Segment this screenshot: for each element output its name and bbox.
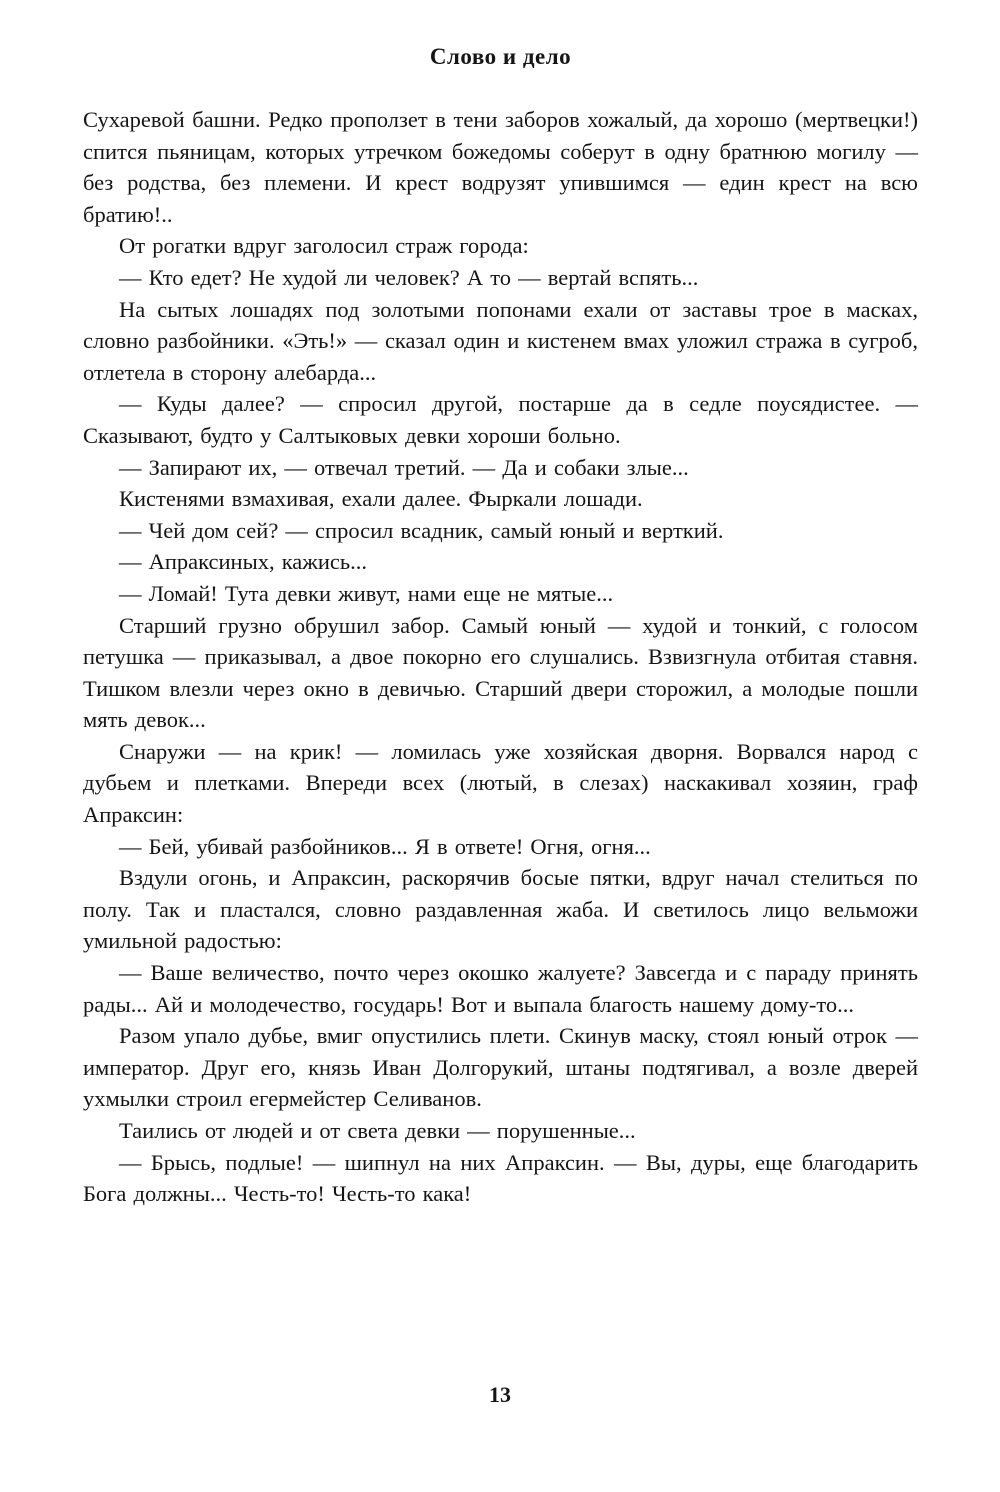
- paragraph: Кистенями взмахивая, ехали далее. Фыркали лошади.: [119, 486, 643, 512]
- paragraph: — Чей дом сей? — спросил всадник, самый юный и верткий.: [119, 517, 724, 543]
- paragraph: — Ваше величество, почто через окошко жалуете? Завсегда и с параду принять рады... Ай и молодечество, государь! Вот и выпала благость нашему дому-то...: [83, 960, 918, 1017]
- paragraph: От рогатки вдруг заголосил страж города:: [119, 233, 529, 259]
- paragraph: — Кто едет? Не худой ли человек? А то — вертай вспять...: [119, 264, 699, 290]
- paragraph: Старший грузно обрушил забор. Самый юный — худой и тонкий, с голосом петушка — приказывал, а двое покорно его слушались. Взвизгнула отбитая ставня. Тишком влезли через окно в девичью. Старший двери сторожил, а молодые пошли мять девок...: [83, 612, 918, 733]
- paragraph: Сухаревой башни. Редко проползет в тени заборов хожалый, да хорошо (мертвецки!) спится пьяницам, которых утречком божедомы соберут в одну братнюю могилу — без родства, без племени. И крест водрузят упившимся — един крест на всю братию!..: [83, 107, 918, 227]
- paragraph: — Брысь, подлые! — шипнул на них Апраксин. — Вы, дуры, еще благодарить Бога должны... Честь-то! Честь-то кака!: [83, 1149, 918, 1207]
- paragraph: Снаружи — на крик! — ломилась уже хозяйская дворня. Ворвался народ с дубьем и плетками. Впереди всех (лютый, в слезах) наскакивал хозяин, граф Апраксин:: [83, 738, 918, 828]
- paragraph: — Апраксиных, кажись...: [119, 549, 367, 575]
- paragraph: — Бей, убивай разбойников... Я в ответе! Огня, огня...: [119, 833, 651, 859]
- running-head: Слово и дело: [429, 44, 572, 69]
- paragraph: Разом упало дубье, вмиг опустились плети. Скинув маску, стоял юный отрок — император. Друг его, князь Иван Долгорукий, штаны подтягивал, а возле дверей ухмылки строил егермейстер Селиванов.: [83, 1023, 918, 1112]
- paragraph: Вздули огонь, и Апраксин, раскорячив босые пятки, вдруг начал стелиться по полу. Так и пластался, словно раздавленная жаба. И светилось лицо вельможи умильной радостью:: [83, 865, 918, 954]
- paragraph: На сытых лошадях под золотыми попонами ехали от заставы трое в масках, словно разбойники. «Эть!» — сказал один и кистенем вмах уложил стража в сугроб, отлетела в сторону алебарда...: [83, 296, 918, 385]
- text-block: [83, 104, 918, 1210]
- page-number: 13: [489, 1382, 511, 1407]
- paragraph: — Куды далее? — спросил другой, постарше да в седле поусядистее. — Сказывают, будто у Салтыковых девки хороши больно.: [83, 391, 918, 448]
- paragraph: — Запирают их, — отвечал третий. — Да и собаки злые...: [119, 454, 689, 480]
- paragraph: Таились от людей и от света девки — порушенные...: [119, 1118, 636, 1143]
- paragraph: — Ломай! Тута девки живут, нами еще не мятые...: [119, 580, 614, 606]
